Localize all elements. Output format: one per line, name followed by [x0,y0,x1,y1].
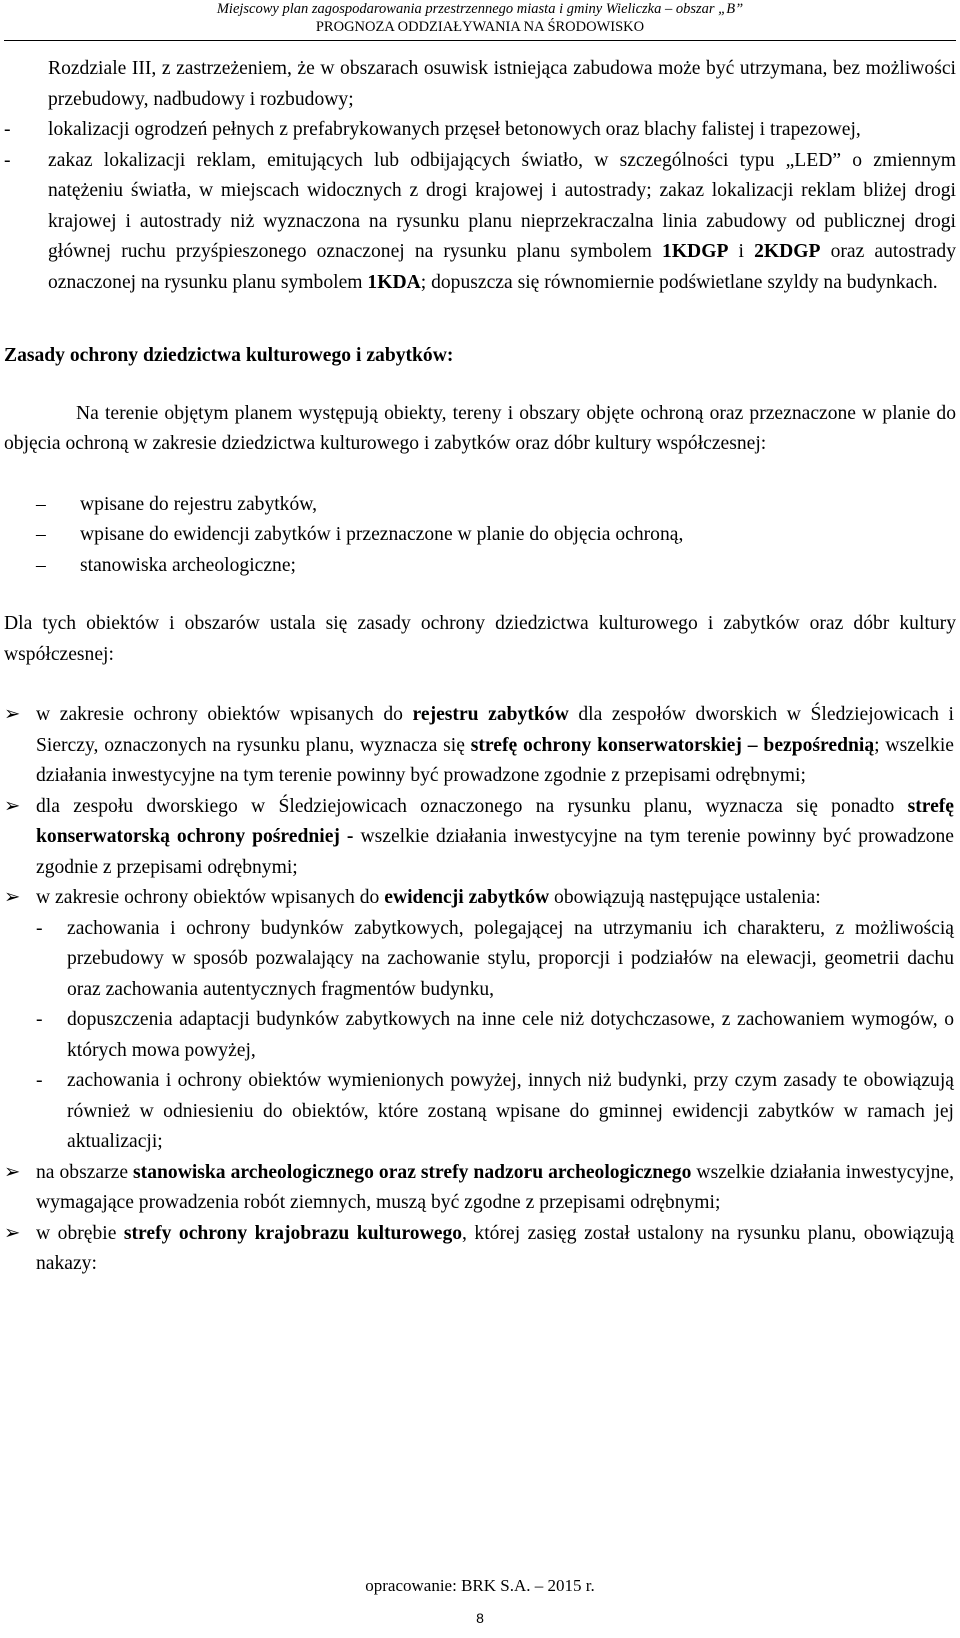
arrow-bullet-icon: ➢ [4,1222,21,1244]
page-header [0,0,960,36]
protection-list-item [0,520,960,551]
dash-item-text: zakaz lokalizacji reklam, emitujących lub odbijających światło, w szczególności typu „LED” o zmiennym natężeniu światła, w miejscach widocznych z drogi krajowej i autostrady; zakaz lokalizacji reklam bliżej drogi krajowej i autostrady niż wyznaczona na rysunku planu nieprzekraczalna linia zabudowy od publicznej drogi głównej ruchu przyśpieszonego oznaczonej na rysunku planu symbolem [48,149,956,262]
list-item-text: wpisane do ewidencji zabytków i przeznaczone w planie do objęcia ochroną, [80,524,684,545]
section-title: Zasady ochrony dziedzictwa kulturowego i zabytków: [4,345,454,366]
intro-text: Rozdziale III, z zastrzeżeniem, że w obszarach osuwisk istniejąca zabudowa może być utrzymana, bez możliwości przebudowy, nadbudowy i rozbudowy; [48,58,956,110]
header-document-title: PROGNOZA ODDZIAŁYWANIA NA ŚRODOWISKO [315,19,645,35]
rule-emphasis: strefę konserwatorską ochrony pośredniej - [36,795,954,847]
page-number: 8 [476,1610,484,1626]
rule-emphasis: strefy ochrony krajobrazu kulturowego [123,1222,463,1244]
dash-marker: – [36,524,46,545]
arrow-bullet-icon: ➢ [4,887,21,908]
intro-paragraph [0,54,960,115]
rule-subitem [4,914,956,1006]
rule-text: ; wszelkie działania inwestycyjne na tym terenie powinny być prowadzone zgodnie z przepisami odrębnymi; [36,734,954,786]
document-body [0,54,960,1280]
symbol-1kda: 1KDA [367,271,421,293]
rule-text: w zakresie ochrony obiektów wpisanych do [36,704,413,725]
rule-text: obowiązują następujące ustalenia: [549,887,821,908]
dash-marker: – [36,493,46,515]
rule-subitem [4,1005,956,1066]
rule-subitem [4,1066,956,1158]
rule-item-landscape [4,1219,956,1280]
rules-intro-paragraph: Dla tych obiektów i obszarów ustala się zasady ochrony dziedzictwa kulturowego i zabytków oraz dóbr kultury współczesnej: [4,613,956,665]
rule-text: , której zasięg został ustalony na rysunku planu, obowiązują nakazy: [36,1222,955,1274]
arrow-bullet-icon: ➢ [4,795,21,817]
rule-text: wszelkie działania inwestycyjne, wymagające prowadzenia robót ziemnych, muszą być zgodne z przepisami odrębnymi; [36,1161,954,1213]
rule-text: dla zespołu dworskiego w Śledziejowicach oznaczonego na rysunku planu, wyznacza się ponadto [36,795,908,817]
rule-text: wszelkie działania inwestycyjne na tym terenie powinny być prowadzone zgodnie z przepisami odrębnymi; [36,826,955,878]
dash-marker: – [36,554,46,576]
dash-marker: - [4,149,11,171]
dash-item-text: oraz autostrady oznaczonej na rysunku planu symbolem [48,241,956,293]
header-rule [4,40,956,41]
arrow-bullet-icon: ➢ [4,1161,21,1183]
rule-text: dla zespołów dworskich w Śledziejowicach i Sierczy, oznaczonych na rysunku planu, wyznacza się [36,704,954,756]
subitem-text: dopuszczenia adaptacji budynków zabytkowych na inne cele niż dotychczasowe, z zachowaniem wymogów, o których mowa powyżej, [67,1009,954,1061]
rule-text: na obszarze [36,1161,134,1183]
list-item-text: stanowiska archeologiczne; [80,554,296,576]
dash-marker: - [36,1070,43,1091]
subitem-text: zachowania i ochrony obiektów wymienionych powyżej, innych niż budynki, przy czym zasady te obowiązują również w odniesieniu do obiektów, które zostaną wpisane do gminnej ewidencji zabytków w ramach jej aktualizacji; [67,1070,954,1152]
symbol-1kdgp: 1KDGP [662,241,729,262]
symbol-2kdgp: 2KDGP [754,241,821,262]
rule-emphasis: strefę ochrony konserwatorskiej – bezpośrednią [470,734,875,756]
list-item-text: wpisane do rejestru zabytków, [80,493,318,515]
dash-marker: - [36,1009,43,1030]
rule-text: w zakresie ochrony obiektów wpisanych do [36,887,385,908]
rule-item-archaeology [4,1158,956,1219]
intro-dash-item-1 [0,115,960,146]
protection-list [0,490,960,582]
footer-credit: opracowanie: BRK S.A. – 2015 r. [365,1576,595,1595]
rules-list [0,700,960,1280]
protection-list-item [0,490,960,521]
rule-emphasis: rejestru zabytków [412,704,569,725]
section-intro-paragraph: Na terenie objętym planem występują obiekty, tereny i obszary objęte ochroną oraz przeznaczone w planie do objęcia ochroną w zakresie dziedzictwa kulturowego i zabytków oraz dóbr kultury współczesnej: [4,402,956,454]
rule-emphasis: stanowiska archeologicznego oraz strefy nadzoru archeologicznego [133,1161,692,1183]
protection-list-item [0,551,960,582]
arrow-bullet-icon: ➢ [4,704,21,725]
rule-item-registry-record [4,883,956,914]
rule-text: w obrębie [36,1222,124,1244]
dash-item-text: lokalizacji ogrodzeń pełnych z prefabrykowanych przęseł betonowych oraz blachy falistej i trapezowej, [48,119,861,140]
intro-dash-item-2 [0,146,960,299]
dash-marker: - [4,119,11,140]
dash-item-text: i [728,241,755,262]
rule-emphasis: ewidencji zabytków [384,887,550,908]
subitem-text: zachowania i ochrony budynków zabytkowych, polegającej na utrzymaniu ich charakteru, z możliwością przebudowy w sposób pozwalający na zachowanie stylu, proporcji i podziałów na elewacji, geometrii dachu oraz zachowania autentycznych fragmentów budynku, [67,917,954,1000]
header-plan-title: Miejscowy plan zagospodarowania przestrzennego miasta i gminy Wieliczka – obszar „B” [216,1,744,17]
rule-item-indirect-zone [4,792,956,884]
rule-item-register [4,700,956,792]
dash-marker: - [36,917,43,939]
dash-item-text: ; dopuszcza się równomiernie podświetlane szyldy na budynkach. [420,271,938,293]
